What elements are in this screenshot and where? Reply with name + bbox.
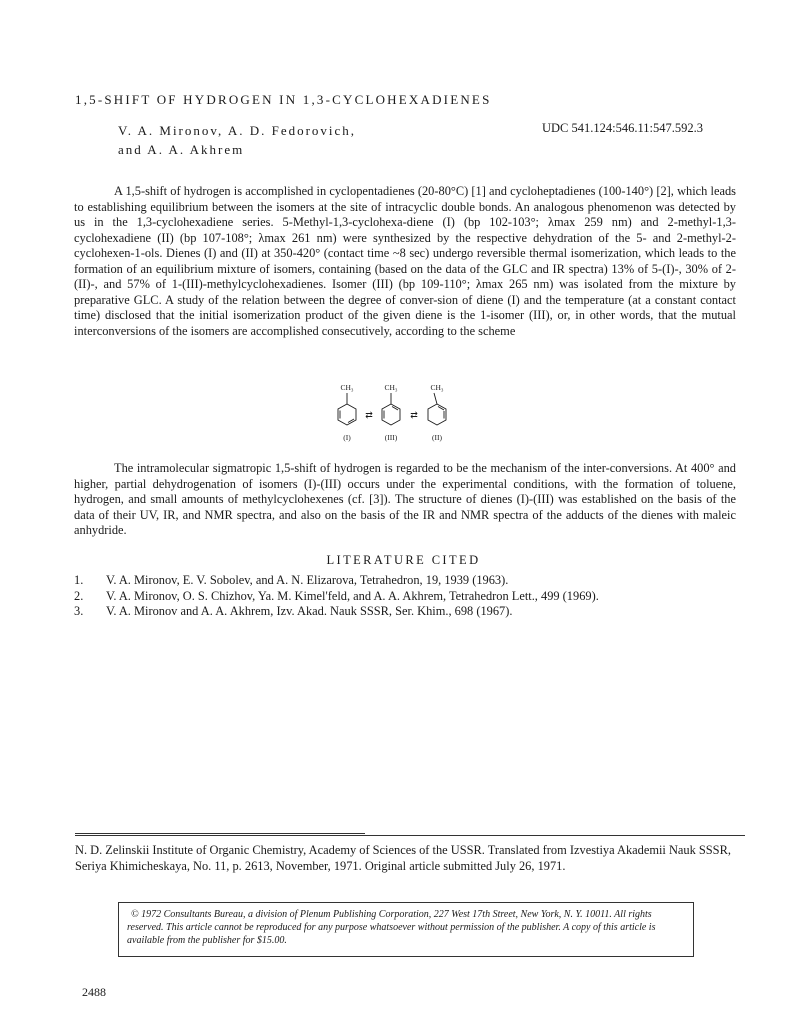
equilibrium-arrow-2: ⇄ (410, 410, 418, 420)
literature-heading: LITERATURE CITED (326, 553, 481, 567)
footnote-rule-long (75, 835, 745, 836)
paragraph-text: The intramolecular sigmatropic 1,5-shift of hydrogen is regarded to be the mechanism of the inter-conversions. At 400° and higher, partial dehydrogenation of isomers (I)-(III) occurs under the experimental conditions, with the formation of toluene, hydrogen, and small amounts of methylcyclohexenes (cf. [3]). The structure of dienes (I)-(III) was established on the basis of the data of their UV, IR, and NMR spectra, and also on the basis of the IR and NMR spectra of the adducts of the dienes with maleic anhydride. (74, 461, 736, 537)
body-paragraph-1 (74, 184, 736, 339)
ring-i (338, 404, 356, 425)
body-paragraph-2 (74, 461, 736, 539)
reference-item (74, 604, 754, 620)
page-number: 2488 (82, 985, 106, 999)
udc-code: UDC 541.124:546.11:547.592.3 (542, 121, 703, 135)
label-iii: (III) (384, 433, 398, 442)
footnote-rule-short (75, 833, 365, 834)
reference-list (74, 573, 754, 620)
label-i: (I) (343, 433, 351, 442)
reference-text: V. A. Mironov, E. V. Sobolev, and A. N. Elizarova, Tetrahedron, 19, 1939 (1963). (106, 573, 509, 587)
reference-item (74, 573, 754, 589)
scheme-ch3-1: CH₃ (340, 383, 354, 392)
reference-text: V. A. Mironov and A. A. Akhrem, Izv. Akad. Nauk SSSR, Ser. Khim., 698 (1967). (106, 604, 513, 618)
authors-line-1: V. A. Mironov, A. D. Fedorovich, (118, 123, 357, 138)
reference-item (74, 589, 754, 605)
author-list (118, 121, 356, 159)
reference-text: V. A. Mironov, O. S. Chizhov, Ya. M. Kimel'feld, and A. A. Akhrem, Tetrahedron Lett., 499 (1969). (106, 588, 599, 603)
affiliation-text: N. D. Zelinskii Institute of Organic Chemistry, Academy of Sciences of the USSR. Translated from Izvestiya Akademii Nauk SSSR, Seriya Khimicheskaya, No. 11, p. 2613, November, 1971. Original article submitted July 26, 1971. (75, 843, 731, 873)
affiliation-note (75, 843, 740, 874)
paragraph-text: A 1,5-shift of hydrogen is accomplished in cyclopentadienes (20-80°C) [1] and cycloheptadienes (100-140°) [2], which leads to establishing equilibrium between the isomers at the site of intracyclic double bonds. An analogous phenomenon was detected by us in the 1,3-cyclohexadiene series. 5-Methyl-1,3-cyclohexa-diene (I) (bp 102-103°; λmax 259 nm) and 2-methyl-1,3-cyclohexadiene (II) (bp 107-108°; λmax 261 nm) were synthesized by the respective dehydration of the 5- and 2-methyl-2-cyclohexen-1-ols. Dienes (I) and (II) at 350-420° (contact time ~8 sec) undergo reversible thermal isomerization, which leads to the formation of an equilibrium mixture of isomers, containing (based on the data of the GLC and IR spectra) 13% of 5-(I)-, 30% of 2-(II)-, and 57% of 1-(III)-methylcyclohexadienes. Isomer (III) (bp 109-110°; λmax 265 nm) was isolated from the mixture by preparative GLC. A study of the relation between the degree of conver-sion of diene (I) and the temperature (at a constant contact time) disclosed that the initial isomerization product of the given diene is the 1-isomer (III), or, in other words, that the mutual interconversions of the isomers are accomplished consecutively, according to the scheme (74, 184, 736, 338)
copyright-text: © 1972 Consultants Bureau, a division of Plenum Publishing Corporation, 227 West 17th Street, New York, N. Y. 10011. All rights reserved. This article cannot be reproduced for any purpose whatsoever without permission of the publisher. A copy of this article is available from the publisher for $15.00. (127, 909, 656, 946)
label-ii: (II) (432, 433, 442, 442)
reference-number: 3. (74, 604, 84, 618)
isomerization-scheme (330, 382, 470, 452)
reference-number: 1. (74, 573, 84, 587)
ring-iii (382, 404, 400, 425)
copyright-box (118, 902, 694, 957)
article-title: 1,5-SHIFT OF HYDROGEN IN 1,3-CYCLOHEXADIENES (75, 92, 492, 107)
scheme-ch3-3: CH₃ (430, 383, 444, 392)
reference-number: 2. (74, 588, 84, 603)
scheme-ch3-2: CH₃ (384, 383, 398, 392)
authors-line-2: and A. A. Akhrem (118, 142, 245, 157)
ring-ii (428, 404, 446, 425)
equilibrium-arrow-1: ⇄ (365, 410, 373, 420)
